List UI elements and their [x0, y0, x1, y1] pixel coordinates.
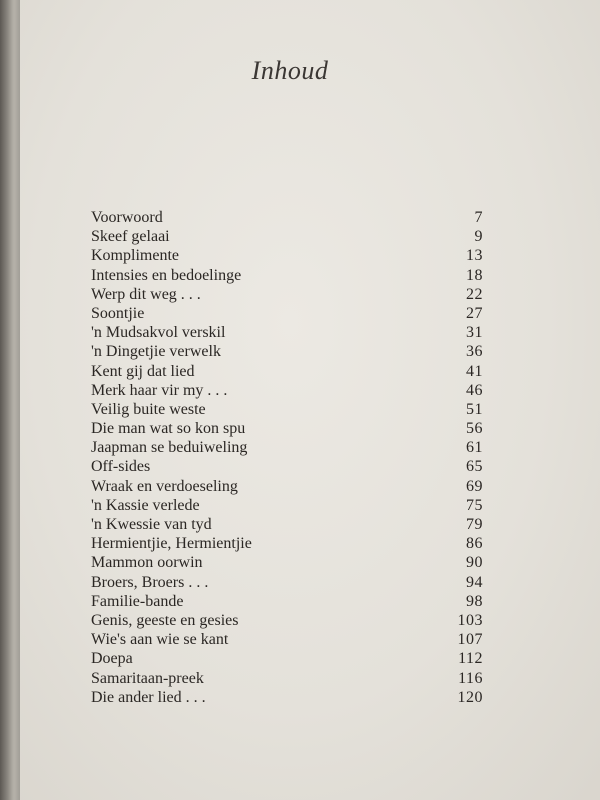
toc-entry: [91, 496, 483, 515]
toc-entry: [91, 266, 483, 285]
toc-entry-page-number: 116: [458, 669, 483, 687]
toc-entry-title: Komplimente: [91, 247, 179, 265]
toc-entry-page-number: 103: [457, 611, 483, 629]
toc-entry-page-number: 79: [466, 516, 483, 533]
page-title: Inhoud: [251, 56, 329, 85]
toc-entry-page-number: 90: [466, 554, 483, 572]
toc-entry-title: Die man wat so kon spu: [91, 420, 246, 438]
toc-entry-title: Die ander lied . . .: [91, 688, 206, 706]
toc-entry-page-number: 51: [466, 400, 483, 418]
toc-entry-title: 'n Kwessie van tyd: [91, 516, 212, 533]
toc-entry-title: 'n Mudsakvol verskil: [91, 324, 226, 342]
toc-entry: [91, 457, 483, 476]
toc-entry-page-number: 22: [466, 285, 483, 303]
toc-entry-title: Mammon oorwin: [91, 554, 203, 572]
toc-entry-title: Wie's aan wie se kant: [91, 631, 229, 649]
toc-entry-page-number: 9: [474, 228, 483, 246]
toc-entry: [91, 477, 483, 496]
toc-entry: [91, 688, 483, 707]
toc-entry: [91, 649, 483, 668]
toc-entry-page-number: 86: [466, 535, 483, 553]
toc-entry: [91, 611, 483, 630]
toc-entry-page-number: 65: [466, 458, 483, 476]
toc-entry-page-number: 18: [466, 266, 483, 284]
toc-entry-page-number: 31: [466, 324, 483, 342]
toc-entry: [91, 323, 483, 342]
toc-entry-title: Kent gij dat lied: [91, 362, 195, 380]
toc-entry: [91, 400, 483, 419]
table-of-contents: [91, 208, 483, 707]
toc-entry-title: Samaritaan-preek: [91, 669, 204, 687]
toc-entry-page-number: 46: [466, 381, 483, 399]
toc-entry-title: Merk haar vir my . . .: [91, 381, 228, 399]
toc-entry: [91, 630, 483, 649]
toc-entry: [91, 208, 483, 227]
toc-entry-page-number: 41: [466, 362, 483, 380]
toc-entry-page-number: 98: [466, 592, 483, 610]
toc-entry: [91, 227, 483, 246]
toc-entry-title: Intensies en bedoelinge: [91, 266, 242, 284]
toc-entry: [91, 592, 483, 611]
toc-entry: [91, 515, 483, 534]
toc-entry: [91, 669, 483, 688]
toc-entry-page-number: 61: [466, 439, 483, 457]
toc-entry-page-number: 69: [466, 477, 483, 495]
toc-entry-title: Off-sides: [91, 458, 151, 476]
toc-entry-title: Werp dit weg . . .: [91, 285, 201, 303]
toc-entry: [91, 381, 483, 400]
toc-entry-title: 'n Dingetjie verwelk: [91, 343, 221, 361]
toc-entry-title: Voorwoord: [91, 209, 163, 226]
toc-entry: [91, 419, 483, 438]
toc-entry-title: Doepa: [91, 650, 133, 668]
toc-entry: [91, 362, 483, 381]
toc-entry: [91, 246, 483, 265]
toc-entry: [91, 285, 483, 304]
toc-entry-page-number: 13: [466, 247, 483, 265]
toc-entry-title: Veilig buite weste: [91, 400, 206, 418]
toc-entry: [91, 534, 483, 553]
toc-entry-page-number: 94: [466, 573, 483, 591]
toc-entry: [91, 553, 483, 572]
toc-entry: [91, 342, 483, 361]
toc-entry-title: Wraak en verdoeseling: [91, 477, 238, 495]
toc-entry: [91, 304, 483, 323]
toc-entry-page-number: 7: [474, 209, 483, 226]
toc-entry-page-number: 120: [457, 688, 483, 706]
book-page: [20, 0, 600, 800]
toc-entry-page-number: 75: [466, 496, 483, 514]
toc-entry: [91, 438, 483, 457]
toc-entry-title: Soontjie: [91, 304, 145, 322]
toc-entry-page-number: 36: [466, 343, 483, 361]
toc-entry-page-number: 107: [457, 631, 483, 649]
toc-entry-page-number: 56: [466, 420, 483, 438]
toc-entry-page-number: 27: [466, 304, 483, 322]
toc-entry-title: Genis, geeste en gesies: [91, 611, 239, 629]
toc-entry-page-number: 112: [458, 650, 483, 668]
toc-entry-title: Hermientjie, Hermientjie: [91, 535, 252, 553]
toc-entry-title: Familie-bande: [91, 592, 184, 610]
toc-entry: [91, 573, 483, 592]
toc-entry-title: Jaapman se beduiweling: [91, 439, 248, 457]
toc-entry-title: Skeef gelaai: [91, 228, 170, 246]
toc-entry-title: Broers, Broers . . .: [91, 573, 209, 591]
toc-entry-title: 'n Kassie verlede: [91, 496, 200, 514]
